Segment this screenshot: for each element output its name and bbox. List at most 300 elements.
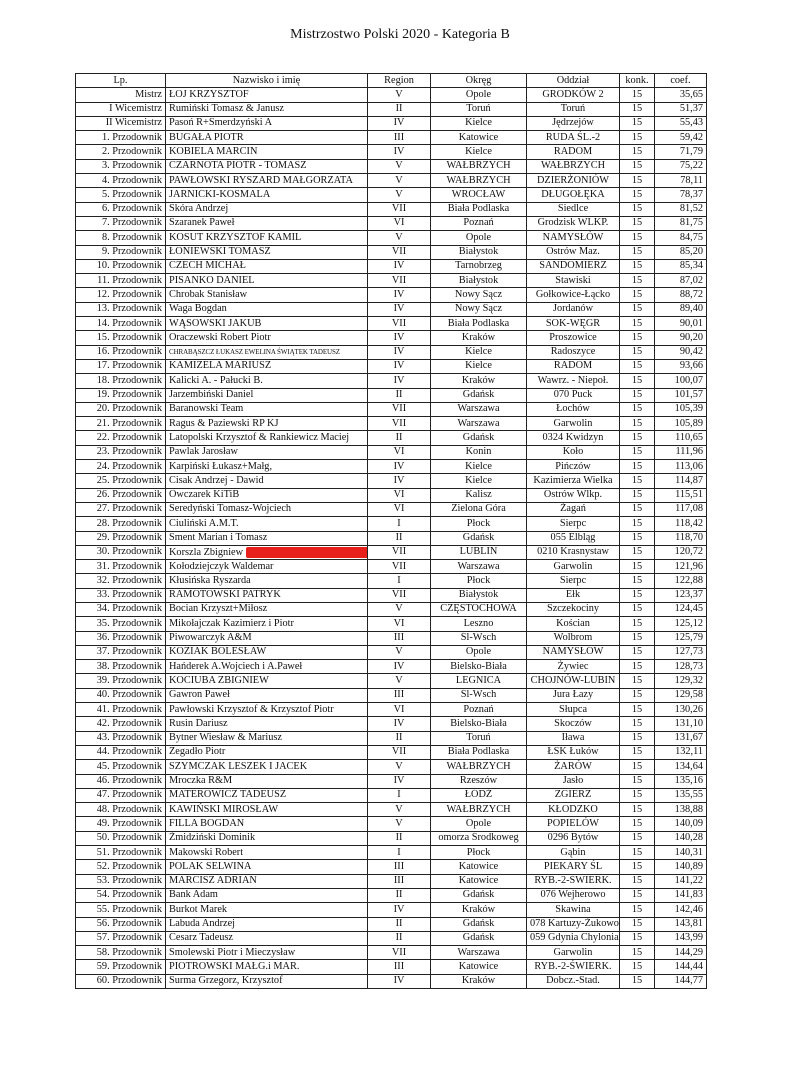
- name-text: Żmidziński Dominik: [169, 832, 256, 844]
- table-row: [76, 545, 707, 559]
- cell-region: VII: [368, 417, 431, 431]
- cell-region: IV: [368, 331, 431, 345]
- name-text: Owczarek KiTiB: [169, 489, 240, 501]
- cell-okreg: Tarnobrzeg: [431, 259, 527, 273]
- name-text: Bocian Krzyszt+Miłosz: [169, 603, 268, 615]
- table-row: [76, 974, 707, 988]
- cell-region: V: [368, 159, 431, 173]
- cell-okreg: Płock: [431, 574, 527, 588]
- cell-konk: 15: [620, 745, 655, 759]
- cell-lp: 12. Przodownik: [76, 288, 166, 302]
- cell-region: V: [368, 231, 431, 245]
- table-row: [76, 302, 707, 316]
- cell-lp: 48. Przodownik: [76, 803, 166, 817]
- cell-region: IV: [368, 374, 431, 388]
- cell-name: [166, 517, 368, 531]
- cell-coef: 115,51: [655, 488, 707, 502]
- table-row: [76, 946, 707, 960]
- cell-name: [166, 946, 368, 960]
- cell-region: IV: [368, 717, 431, 731]
- table-row: [76, 231, 707, 245]
- cell-name: [166, 359, 368, 373]
- cell-okreg: Zielona Góra: [431, 502, 527, 516]
- cell-oddzial: WAŁBRZYCH: [527, 159, 620, 173]
- cell-konk: 15: [620, 688, 655, 702]
- cell-coef: 113,06: [655, 460, 707, 474]
- cell-konk: 15: [620, 131, 655, 145]
- cell-konk: 15: [620, 302, 655, 316]
- name-text: Cesarz Tadeusz: [169, 932, 233, 944]
- cell-konk: 15: [620, 803, 655, 817]
- table-row: [76, 846, 707, 860]
- table-row: [76, 502, 707, 516]
- cell-name: [166, 374, 368, 388]
- cell-name: [166, 960, 368, 974]
- cell-region: IV: [368, 259, 431, 273]
- cell-oddzial: Ełk: [527, 588, 620, 602]
- table-row: [76, 174, 707, 188]
- cell-name: [166, 888, 368, 902]
- table-row: [76, 216, 707, 230]
- cell-okreg: Kielce: [431, 359, 527, 373]
- cell-coef: 125,12: [655, 617, 707, 631]
- cell-lp: 31. Przodownik: [76, 560, 166, 574]
- cell-okreg: ŁÓDŹ: [431, 788, 527, 802]
- cell-lp: 1. Przodownik: [76, 131, 166, 145]
- table-row: [76, 317, 707, 331]
- cell-coef: 140,31: [655, 846, 707, 860]
- cell-name: [166, 174, 368, 188]
- cell-okreg: CZĘSTOCHOWA: [431, 602, 527, 616]
- name-text: Mikołajczak Kazimierz i Piotr: [169, 617, 294, 629]
- cell-lp: 38. Przodownik: [76, 660, 166, 674]
- cell-oddzial: Gąbin: [527, 846, 620, 860]
- cell-okreg: Biała Podlaska: [431, 202, 527, 216]
- cell-lp: 57. Przodownik: [76, 931, 166, 945]
- cell-region: VII: [368, 545, 431, 559]
- cell-name: [166, 574, 368, 588]
- cell-region: V: [368, 188, 431, 202]
- table-body: [76, 88, 707, 989]
- cell-konk: 15: [620, 488, 655, 502]
- name-text: SZYMCZAK LESZEK I JACEK: [169, 760, 308, 772]
- cell-lp: 15. Przodownik: [76, 331, 166, 345]
- cell-okreg: Kraków: [431, 903, 527, 917]
- cell-okreg: Warszawa: [431, 560, 527, 574]
- table-row: [76, 488, 707, 502]
- cell-region: II: [368, 888, 431, 902]
- cell-konk: 15: [620, 946, 655, 960]
- cell-name: [166, 431, 368, 445]
- cell-oddzial: Skawina: [527, 903, 620, 917]
- cell-region: I: [368, 574, 431, 588]
- cell-oddzial: Iława: [527, 731, 620, 745]
- table-row: [76, 116, 707, 130]
- cell-okreg: Białystok: [431, 245, 527, 259]
- name-text: Pawlak Jarosław: [169, 446, 238, 458]
- cell-oddzial: Żagań: [527, 502, 620, 516]
- name-text: Baranowski Team: [169, 403, 244, 415]
- table-row: [76, 288, 707, 302]
- cell-konk: 15: [620, 159, 655, 173]
- cell-okreg: Opole: [431, 645, 527, 659]
- cell-lp: 21. Przodownik: [76, 417, 166, 431]
- name-text: Jarzembiński Daniel: [169, 389, 254, 401]
- cell-name: [166, 931, 368, 945]
- table-row: [76, 731, 707, 745]
- table-row: [76, 602, 707, 616]
- cell-oddzial: Jasło: [527, 774, 620, 788]
- cell-konk: 15: [620, 645, 655, 659]
- cell-name: [166, 388, 368, 402]
- cell-name: [166, 560, 368, 574]
- cell-okreg: Gdańsk: [431, 388, 527, 402]
- cell-region: IV: [368, 116, 431, 130]
- cell-name: [166, 617, 368, 631]
- cell-konk: 15: [620, 931, 655, 945]
- cell-lp: 34. Przodownik: [76, 602, 166, 616]
- cell-konk: 15: [620, 288, 655, 302]
- cell-oddzial: ŁSK Łuków: [527, 745, 620, 759]
- cell-konk: 15: [620, 116, 655, 130]
- cell-region: VI: [368, 703, 431, 717]
- cell-okreg: Bielsko-Biała: [431, 660, 527, 674]
- cell-konk: 15: [620, 502, 655, 516]
- table-row: [76, 431, 707, 445]
- cell-konk: 15: [620, 703, 655, 717]
- cell-coef: 138,88: [655, 803, 707, 817]
- cell-lp: 6. Przodownik: [76, 202, 166, 216]
- cell-konk: 15: [620, 431, 655, 445]
- cell-name: [166, 645, 368, 659]
- cell-lp: 23. Przodownik: [76, 445, 166, 459]
- cell-name: [166, 331, 368, 345]
- cell-okreg: Warszawa: [431, 417, 527, 431]
- col-header-name: Nazwisko i imię: [166, 74, 368, 88]
- cell-konk: 15: [620, 874, 655, 888]
- cell-okreg: Kielce: [431, 116, 527, 130]
- cell-lp: 28. Przodownik: [76, 517, 166, 531]
- cell-okreg: Płock: [431, 846, 527, 860]
- cell-region: II: [368, 431, 431, 445]
- cell-coef: 81,75: [655, 216, 707, 230]
- cell-name: [166, 131, 368, 145]
- redaction-mark: [246, 547, 367, 558]
- cell-region: IV: [368, 460, 431, 474]
- cell-name: [166, 903, 368, 917]
- cell-region: V: [368, 602, 431, 616]
- cell-lp: 7. Przodownik: [76, 216, 166, 230]
- cell-region: IV: [368, 774, 431, 788]
- cell-oddzial: RYB.-2-ŚWIERK.: [527, 960, 620, 974]
- cell-okreg: WAŁBRZYCH: [431, 159, 527, 173]
- cell-lp: 47. Przodownik: [76, 788, 166, 802]
- table-row: [76, 703, 707, 717]
- name-text: Szaranek Paweł: [169, 217, 235, 229]
- cell-lp: 55. Przodownik: [76, 903, 166, 917]
- name-text: BUGAŁA PIOTR: [169, 131, 244, 143]
- table-row: [76, 145, 707, 159]
- name-text: WĄSOWSKI JAKUB: [169, 317, 262, 329]
- cell-konk: 15: [620, 188, 655, 202]
- cell-oddzial: 059 Gdynia Chylonia: [527, 931, 620, 945]
- cell-oddzial: Garwolin: [527, 417, 620, 431]
- cell-okreg: Katowice: [431, 860, 527, 874]
- cell-okreg: Kraków: [431, 331, 527, 345]
- cell-lp: 9. Przodownik: [76, 245, 166, 259]
- cell-name: [166, 145, 368, 159]
- table-row: [76, 831, 707, 845]
- cell-coef: 110,65: [655, 431, 707, 445]
- cell-konk: 15: [620, 259, 655, 273]
- cell-lp: 42. Przodownik: [76, 717, 166, 731]
- name-text: FILLA BOGDAN: [169, 817, 245, 829]
- cell-region: I: [368, 788, 431, 802]
- col-header-oddzial: Oddział: [527, 74, 620, 88]
- cell-name: [166, 445, 368, 459]
- cell-lp: 40. Przodownik: [76, 688, 166, 702]
- cell-oddzial: Kościan: [527, 617, 620, 631]
- cell-oddzial: Żywiec: [527, 660, 620, 674]
- cell-region: VII: [368, 317, 431, 331]
- table-row: [76, 245, 707, 259]
- cell-name: [166, 231, 368, 245]
- cell-coef: 78,37: [655, 188, 707, 202]
- cell-name: [166, 788, 368, 802]
- cell-coef: 51,37: [655, 102, 707, 116]
- cell-lp: 33. Przodownik: [76, 588, 166, 602]
- cell-name: [166, 703, 368, 717]
- cell-coef: 75,22: [655, 159, 707, 173]
- cell-oddzial: RADOM: [527, 359, 620, 373]
- table-row: [76, 531, 707, 545]
- cell-coef: 131,10: [655, 717, 707, 731]
- cell-okreg: Nowy Sącz: [431, 302, 527, 316]
- table-row: [76, 888, 707, 902]
- cell-okreg: WAŁBRZYCH: [431, 760, 527, 774]
- name-text: Chrobak Stanisław: [169, 288, 248, 300]
- table-row: [76, 402, 707, 416]
- cell-region: IV: [368, 974, 431, 988]
- cell-okreg: omorza Środkoweg: [431, 831, 527, 845]
- cell-name: [166, 159, 368, 173]
- cell-coef: 140,28: [655, 831, 707, 845]
- cell-konk: 15: [620, 402, 655, 416]
- cell-region: VI: [368, 445, 431, 459]
- cell-konk: 15: [620, 388, 655, 402]
- name-text: Burkot Marek: [169, 903, 228, 915]
- cell-oddzial: Jura Łazy: [527, 688, 620, 702]
- cell-oddzial: Garwolin: [527, 560, 620, 574]
- cell-konk: 15: [620, 216, 655, 230]
- table-row: [76, 202, 707, 216]
- cell-oddzial: RADOM: [527, 145, 620, 159]
- cell-oddzial: RYB.-2-ŚWIERK.: [527, 874, 620, 888]
- cell-okreg: Kraków: [431, 374, 527, 388]
- cell-region: III: [368, 960, 431, 974]
- cell-konk: 15: [620, 231, 655, 245]
- table-header-row: [76, 74, 707, 88]
- cell-coef: 121,96: [655, 560, 707, 574]
- cell-coef: 143,99: [655, 931, 707, 945]
- cell-name: [166, 88, 368, 102]
- cell-name: [166, 688, 368, 702]
- table-row: [76, 345, 707, 359]
- cell-region: IV: [368, 903, 431, 917]
- cell-coef: 123,37: [655, 588, 707, 602]
- name-text: Gawron Paweł: [169, 689, 230, 701]
- cell-okreg: Płock: [431, 517, 527, 531]
- cell-coef: 144,44: [655, 960, 707, 974]
- name-text: CZARNOTA PIOTR - TOMASZ: [169, 160, 307, 172]
- cell-okreg: Biała Podlaska: [431, 745, 527, 759]
- name-text: Kłusińska Ryszarda: [169, 574, 251, 586]
- cell-coef: 131,67: [655, 731, 707, 745]
- cell-region: III: [368, 631, 431, 645]
- name-text: Smolewski Piotr i Mieczysław: [169, 946, 296, 958]
- cell-oddzial: Siedlce: [527, 202, 620, 216]
- cell-region: I: [368, 517, 431, 531]
- cell-okreg: Toruń: [431, 102, 527, 116]
- cell-coef: 129,58: [655, 688, 707, 702]
- table-row: [76, 874, 707, 888]
- cell-coef: 140,89: [655, 860, 707, 874]
- table-row: [76, 931, 707, 945]
- table-row: [76, 760, 707, 774]
- cell-coef: 117,08: [655, 502, 707, 516]
- col-header-konk: konk.: [620, 74, 655, 88]
- cell-lp: 36. Przodownik: [76, 631, 166, 645]
- cell-oddzial: Słupca: [527, 703, 620, 717]
- cell-region: II: [368, 531, 431, 545]
- cell-name: [166, 188, 368, 202]
- cell-oddzial: Dobcz.-Stad.: [527, 974, 620, 988]
- cell-okreg: Katowice: [431, 960, 527, 974]
- cell-konk: 15: [620, 602, 655, 616]
- cell-name: [166, 259, 368, 273]
- cell-region: VI: [368, 502, 431, 516]
- cell-lp: 24. Przodownik: [76, 460, 166, 474]
- name-text: Pawłowski Krzysztof & Krzysztof Piotr: [169, 703, 334, 715]
- cell-region: IV: [368, 660, 431, 674]
- table-row: [76, 860, 707, 874]
- cell-lp: 52. Przodownik: [76, 860, 166, 874]
- cell-lp: 46. Przodownik: [76, 774, 166, 788]
- cell-oddzial: Garwolin: [527, 946, 620, 960]
- cell-lp: 16. Przodownik: [76, 345, 166, 359]
- cell-konk: 15: [620, 174, 655, 188]
- cell-coef: 129,32: [655, 674, 707, 688]
- cell-konk: 15: [620, 960, 655, 974]
- cell-konk: 15: [620, 102, 655, 116]
- cell-konk: 15: [620, 359, 655, 373]
- cell-konk: 15: [620, 545, 655, 559]
- cell-oddzial: 0210 Krasnystaw: [527, 545, 620, 559]
- cell-lp: 2. Przodownik: [76, 145, 166, 159]
- cell-region: VI: [368, 216, 431, 230]
- cell-lp: 25. Przodownik: [76, 474, 166, 488]
- cell-oddzial: DZIERŻONIÓW: [527, 174, 620, 188]
- name-text: KOZIAK BOLESŁAW: [169, 646, 267, 658]
- cell-region: VII: [368, 560, 431, 574]
- name-text: Bank Adam: [169, 889, 218, 901]
- cell-okreg: Bielsko-Biała: [431, 717, 527, 731]
- table-row: [76, 903, 707, 917]
- cell-region: V: [368, 803, 431, 817]
- cell-region: VII: [368, 946, 431, 960]
- cell-name: [166, 831, 368, 845]
- cell-region: III: [368, 131, 431, 145]
- cell-konk: 15: [620, 731, 655, 745]
- cell-name: [166, 345, 368, 359]
- table-row: [76, 774, 707, 788]
- cell-okreg: Śl-Wsch: [431, 631, 527, 645]
- table-row: [76, 274, 707, 288]
- cell-lp: 8. Przodownik: [76, 231, 166, 245]
- cell-region: II: [368, 917, 431, 931]
- table-row: [76, 460, 707, 474]
- name-text: KOBIELA MARCIN: [169, 145, 258, 157]
- cell-coef: 85,20: [655, 245, 707, 259]
- cell-name: [166, 502, 368, 516]
- cell-coef: 87,02: [655, 274, 707, 288]
- col-header-region: Region: [368, 74, 431, 88]
- cell-lp: 32. Przodownik: [76, 574, 166, 588]
- cell-okreg: Katowice: [431, 131, 527, 145]
- table-row: [76, 674, 707, 688]
- cell-konk: 15: [620, 903, 655, 917]
- cell-oddzial: Jordanów: [527, 302, 620, 316]
- cell-konk: 15: [620, 374, 655, 388]
- cell-okreg: Gdańsk: [431, 917, 527, 931]
- table-row: [76, 617, 707, 631]
- cell-konk: 15: [620, 317, 655, 331]
- cell-lp: 56. Przodownik: [76, 917, 166, 931]
- cell-lp: 26. Przodownik: [76, 488, 166, 502]
- cell-name: [166, 417, 368, 431]
- cell-oddzial: DŁUGOŁĘKA: [527, 188, 620, 202]
- name-text: JARNICKI-KOSMALA: [169, 188, 271, 200]
- cell-okreg: Opole: [431, 88, 527, 102]
- cell-region: VII: [368, 202, 431, 216]
- name-text: Zegadło Piotr: [169, 746, 226, 758]
- cell-name: [166, 631, 368, 645]
- cell-konk: 15: [620, 531, 655, 545]
- name-text: Latopolski Krzysztof & Rankiewicz Maciej: [169, 431, 350, 443]
- cell-name: [166, 874, 368, 888]
- cell-oddzial: Proszowice: [527, 331, 620, 345]
- cell-coef: 118,70: [655, 531, 707, 545]
- cell-lp: 17. Przodownik: [76, 359, 166, 373]
- cell-lp: 49. Przodownik: [76, 817, 166, 831]
- name-text: Seredyński Tomasz-Wojciech: [169, 503, 292, 515]
- cell-konk: 15: [620, 245, 655, 259]
- name-text: KAWIŃSKI MIROSŁAW: [169, 803, 279, 815]
- cell-konk: 15: [620, 717, 655, 731]
- cell-okreg: Kielce: [431, 145, 527, 159]
- cell-name: [166, 860, 368, 874]
- name-text: ŁONIEWSKI TOMASZ: [169, 246, 271, 258]
- table-row: [76, 645, 707, 659]
- name-text: Surma Grzegorz, Krzysztof: [169, 975, 283, 987]
- name-text: Rusin Dariusz: [169, 717, 228, 729]
- cell-oddzial: NAMYSŁÓW: [527, 231, 620, 245]
- name-text: Kalicki A. - Pałucki B.: [169, 374, 263, 386]
- cell-konk: 15: [620, 345, 655, 359]
- cell-konk: 15: [620, 760, 655, 774]
- cell-region: IV: [368, 145, 431, 159]
- name-text: Mroczka R&M: [169, 775, 233, 787]
